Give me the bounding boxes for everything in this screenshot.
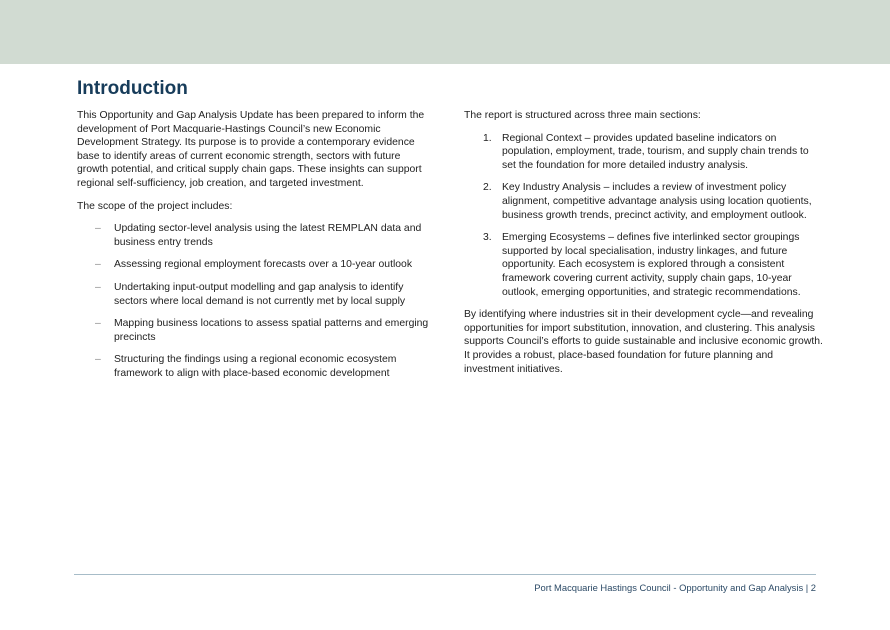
scope-item-text: Updating sector-level analysis using the latest REMPLAN data and business entry trends bbox=[114, 223, 422, 248]
scope-item-text: Structuring the findings using a regional economic ecosystem framework to align with place-based economic development bbox=[114, 354, 397, 379]
scope-item-text: Undertaking input-output modelling and gap analysis to identify sectors where local demand is not currently met by local supply bbox=[114, 281, 406, 307]
dash-bullet-icon: – bbox=[95, 281, 101, 293]
dash-bullet-icon: – bbox=[95, 259, 101, 271]
section-text: Key Industry Analysis – includes a review of investment policy alignment, competitive advantage analysis using location quotients, business growth trends, precinct activity, and employment outlook. bbox=[502, 182, 812, 221]
section-number: 2. bbox=[483, 182, 492, 194]
left-column bbox=[77, 109, 429, 390]
closing-paragraph: By identifying where industries sit in their development cycle—and revealing opportunities for import substitution, innovation, and clustering. This analysis supports Council’s efforts to guide sustainable and inclusive economic growth. It provides a robust, place-based foundation for future planning and investment initiatives. bbox=[464, 309, 823, 375]
right-column bbox=[464, 109, 824, 385]
section-number: 1. bbox=[483, 132, 492, 144]
footer-page-info: Port Macquarie Hastings Council - Opportunity and Gap Analysis | 2 bbox=[534, 582, 816, 593]
dash-bullet-icon: – bbox=[95, 354, 101, 366]
scope-item bbox=[95, 258, 429, 272]
section-item bbox=[483, 181, 824, 222]
section-item bbox=[483, 132, 824, 173]
section-text: Regional Context – provides updated baseline indicators on population, employment, trade, tourism, and supply chain trends to set the foundation for more detailed industry analysis. bbox=[502, 132, 809, 171]
scope-item-text: Mapping business locations to assess spatial patterns and emerging precincts bbox=[114, 318, 429, 343]
sections-list bbox=[464, 132, 824, 300]
dash-bullet-icon: – bbox=[95, 318, 101, 330]
section-text: Emerging Ecosystems – defines five interlinked sector groupings supported by local specialisation, industry linkages, and future opportunity. Each ecosystem is explored through a consistent framework covering current activity, supply chain gaps, 10-year outlook, emerging opportunities, and strategic recommendations. bbox=[502, 232, 801, 298]
section-item bbox=[483, 231, 824, 299]
structure-heading: The report is structured across three main sections: bbox=[464, 110, 701, 121]
scope-item bbox=[95, 317, 429, 344]
scope-item bbox=[95, 281, 429, 308]
scope-heading: The scope of the project includes: bbox=[77, 200, 233, 212]
scope-list bbox=[77, 222, 429, 380]
section-number: 3. bbox=[483, 232, 492, 244]
dash-bullet-icon: – bbox=[95, 223, 101, 235]
scope-item-text: Assessing regional employment forecasts over a 10-year outlook bbox=[114, 259, 413, 271]
footer-divider bbox=[74, 574, 816, 575]
page-title: Introduction bbox=[77, 78, 188, 99]
header-band bbox=[0, 0, 890, 64]
scope-item bbox=[95, 353, 429, 380]
scope-item bbox=[95, 222, 429, 249]
intro-paragraph: This Opportunity and Gap Analysis Update has been prepared to inform the development of Port Macquarie-Hastings Council’s new Economic Development Strategy. Its purpose is to provide a contemporary evidence base to identify areas of current economic strength, sectors with future growth potential, and critical supply chain gaps. These insights can support regional self-sufficiency, job creation, and targeted investment. bbox=[77, 110, 425, 189]
